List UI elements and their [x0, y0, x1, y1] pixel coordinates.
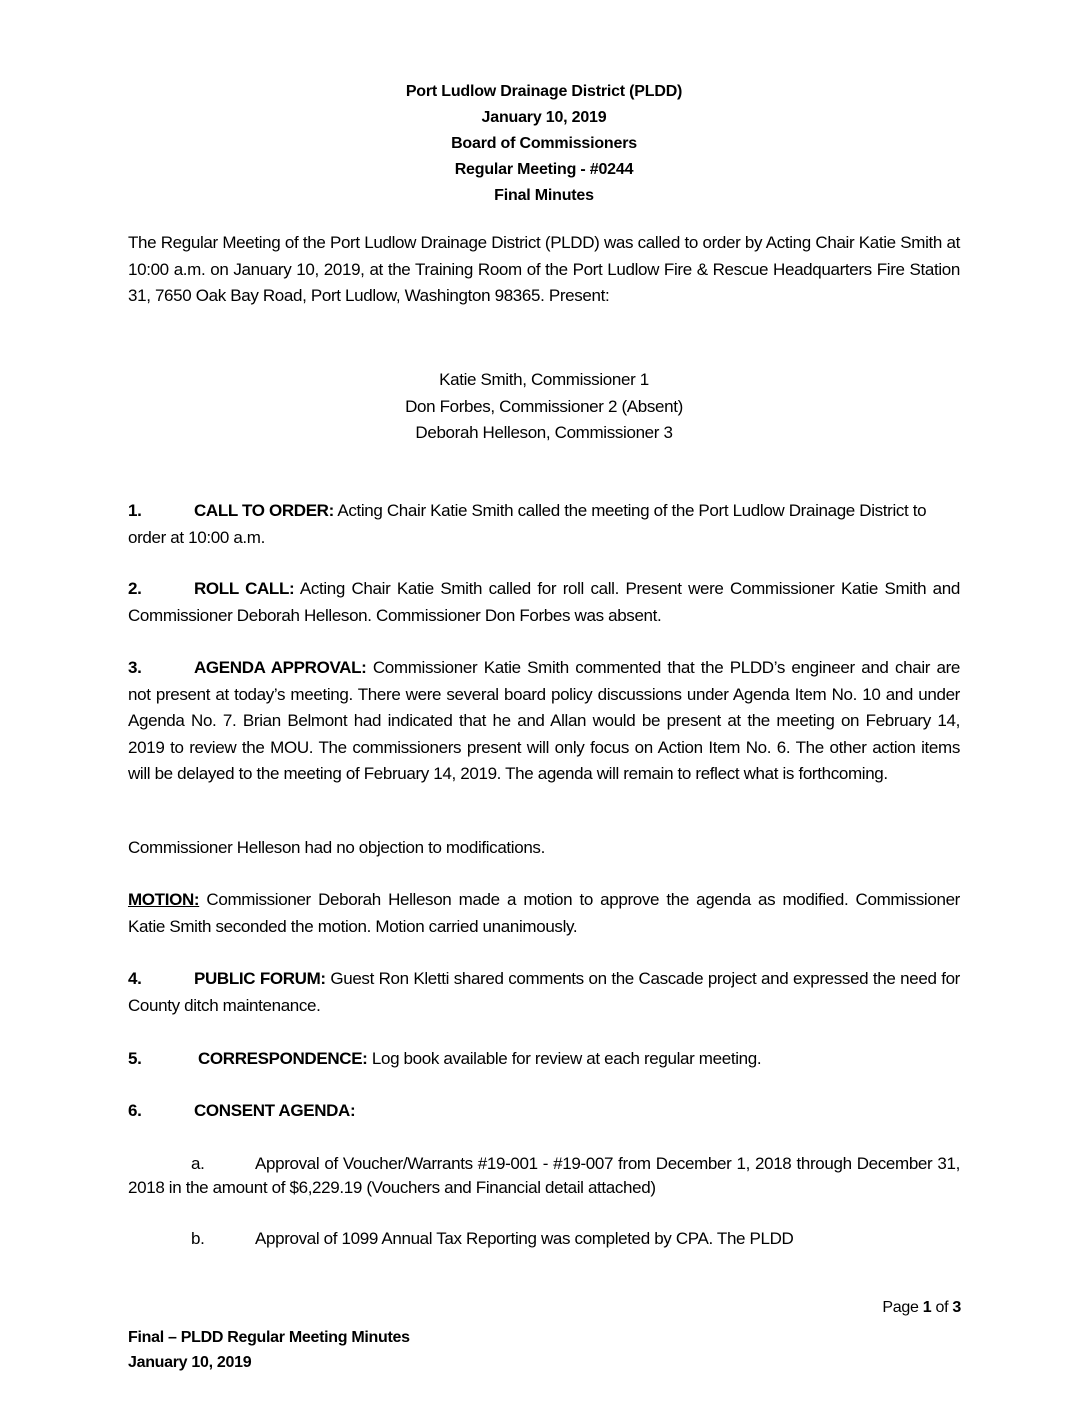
section-number: 5. — [128, 1049, 142, 1068]
section-consent-agenda — [128, 1098, 960, 1125]
section-number: 4. — [128, 969, 142, 988]
present-member-2: Don Forbes, Commissioner 2 (Absent) — [405, 397, 683, 416]
section-text: Acting Chair Katie Smith called for roll call. Present were Commissioner Katie Smith and Commissioner Deborah Helleson. Commissioner Don Forbes was absent. — [128, 579, 960, 625]
page-prefix: Page — [882, 1299, 923, 1316]
section-number: 2. — [128, 579, 142, 598]
section-correspondence — [128, 1046, 960, 1073]
section-text: Acting Chair Katie Smith called the meeting of the Port Ludlow Drainage District to order at 10:00 a.m. — [128, 501, 927, 547]
page-mid: of — [931, 1299, 953, 1316]
section-number: 1. — [128, 501, 142, 520]
section-call-to-order — [128, 498, 960, 551]
section-label: CORRESPONDENCE: — [198, 1049, 368, 1068]
present-member-1: Katie Smith, Commissioner 1 — [439, 370, 649, 389]
section-label: CONSENT AGENDA: — [194, 1101, 356, 1120]
header-date: January 10, 2019 — [481, 109, 607, 126]
consent-item-a — [128, 1152, 960, 1200]
section-number: 3. — [128, 658, 142, 677]
motion-paragraph — [128, 887, 960, 940]
consent-item-b — [128, 1227, 960, 1251]
section-text: Guest Ron Kletti shared comments on the Cascade project and expressed the need for County ditch maintenance. — [128, 969, 960, 1015]
page-number — [882, 1299, 961, 1317]
section-text: Log book available for review at each regular meeting. — [367, 1049, 762, 1068]
present-member-3: Deborah Helleson, Commissioner 3 — [415, 423, 673, 442]
item-letter: b. — [191, 1229, 205, 1248]
item-text: Approval of Voucher/Warrants #19-001 - #19-007 from December 1, 2018 through December 31, 2018 in the amount of $6,229.19 (Vouchers and Financial detail attached) — [128, 1154, 960, 1197]
agenda-approval-note: Commissioner Helleson had no objection to modifications. — [128, 838, 545, 857]
header-board: Board of Commissioners — [451, 135, 637, 152]
section-roll-call — [128, 576, 960, 629]
page-total: 3 — [952, 1299, 961, 1316]
header-organization: Port Ludlow Drainage District (PLDD) — [405, 83, 683, 100]
motion-text: Commissioner Deborah Helleson made a motion to approve the agenda as modified. Commissioner Katie Smith seconded the motion. Motion carried unanimously. — [128, 890, 960, 936]
section-text: Commissioner Katie Smith commented that the PLDD’s engineer and chair are not present at today’s meeting. There were several board policy discussions under Agenda Item No. 10 and under Agenda No. 7. Brian Belmont had indicated that he and Allan would be present at the meeting on February 14, 2019 to review the MOU. The commissioners present will only focus on Action Item No. 6. The other action items will be delayed to the meeting of February 14, 2019. The agenda will remain to reflect what is forthcoming. — [128, 658, 961, 783]
page-current: 1 — [922, 1299, 932, 1316]
header-status: Final Minutes — [494, 187, 594, 204]
section-number: 6. — [128, 1101, 142, 1120]
item-text: Approval of 1099 Annual Tax Reporting was completed by CPA. The PLDD — [255, 1229, 794, 1248]
motion-label: MOTION: — [128, 890, 200, 909]
intro-paragraph: The Regular Meeting of the Port Ludlow Drainage District (PLDD) was called to order by Acting Chair Katie Smith at 10:00 a.m. on January 10, 2019, at the Training Room of the Port Ludlow Fire & Rescue Headquarters Fire Station 31, 7650 Oak Bay Road, Port Ludlow, Washington 98365. Present: — [128, 233, 960, 305]
section-label: ROLL CALL: — [194, 579, 295, 598]
section-public-forum — [128, 966, 960, 1019]
footer-title: Final – PLDD Regular Meeting Minutes — [128, 1329, 410, 1346]
footer-date: January 10, 2019 — [128, 1354, 252, 1371]
section-label: PUBLIC FORUM: — [194, 969, 326, 988]
item-letter: a. — [191, 1154, 205, 1173]
header-meeting: Regular Meeting - #0244 — [454, 161, 634, 178]
section-label: CALL TO ORDER: — [194, 501, 334, 520]
section-label: AGENDA APPROVAL: — [194, 658, 367, 677]
section-agenda-approval — [128, 655, 960, 788]
